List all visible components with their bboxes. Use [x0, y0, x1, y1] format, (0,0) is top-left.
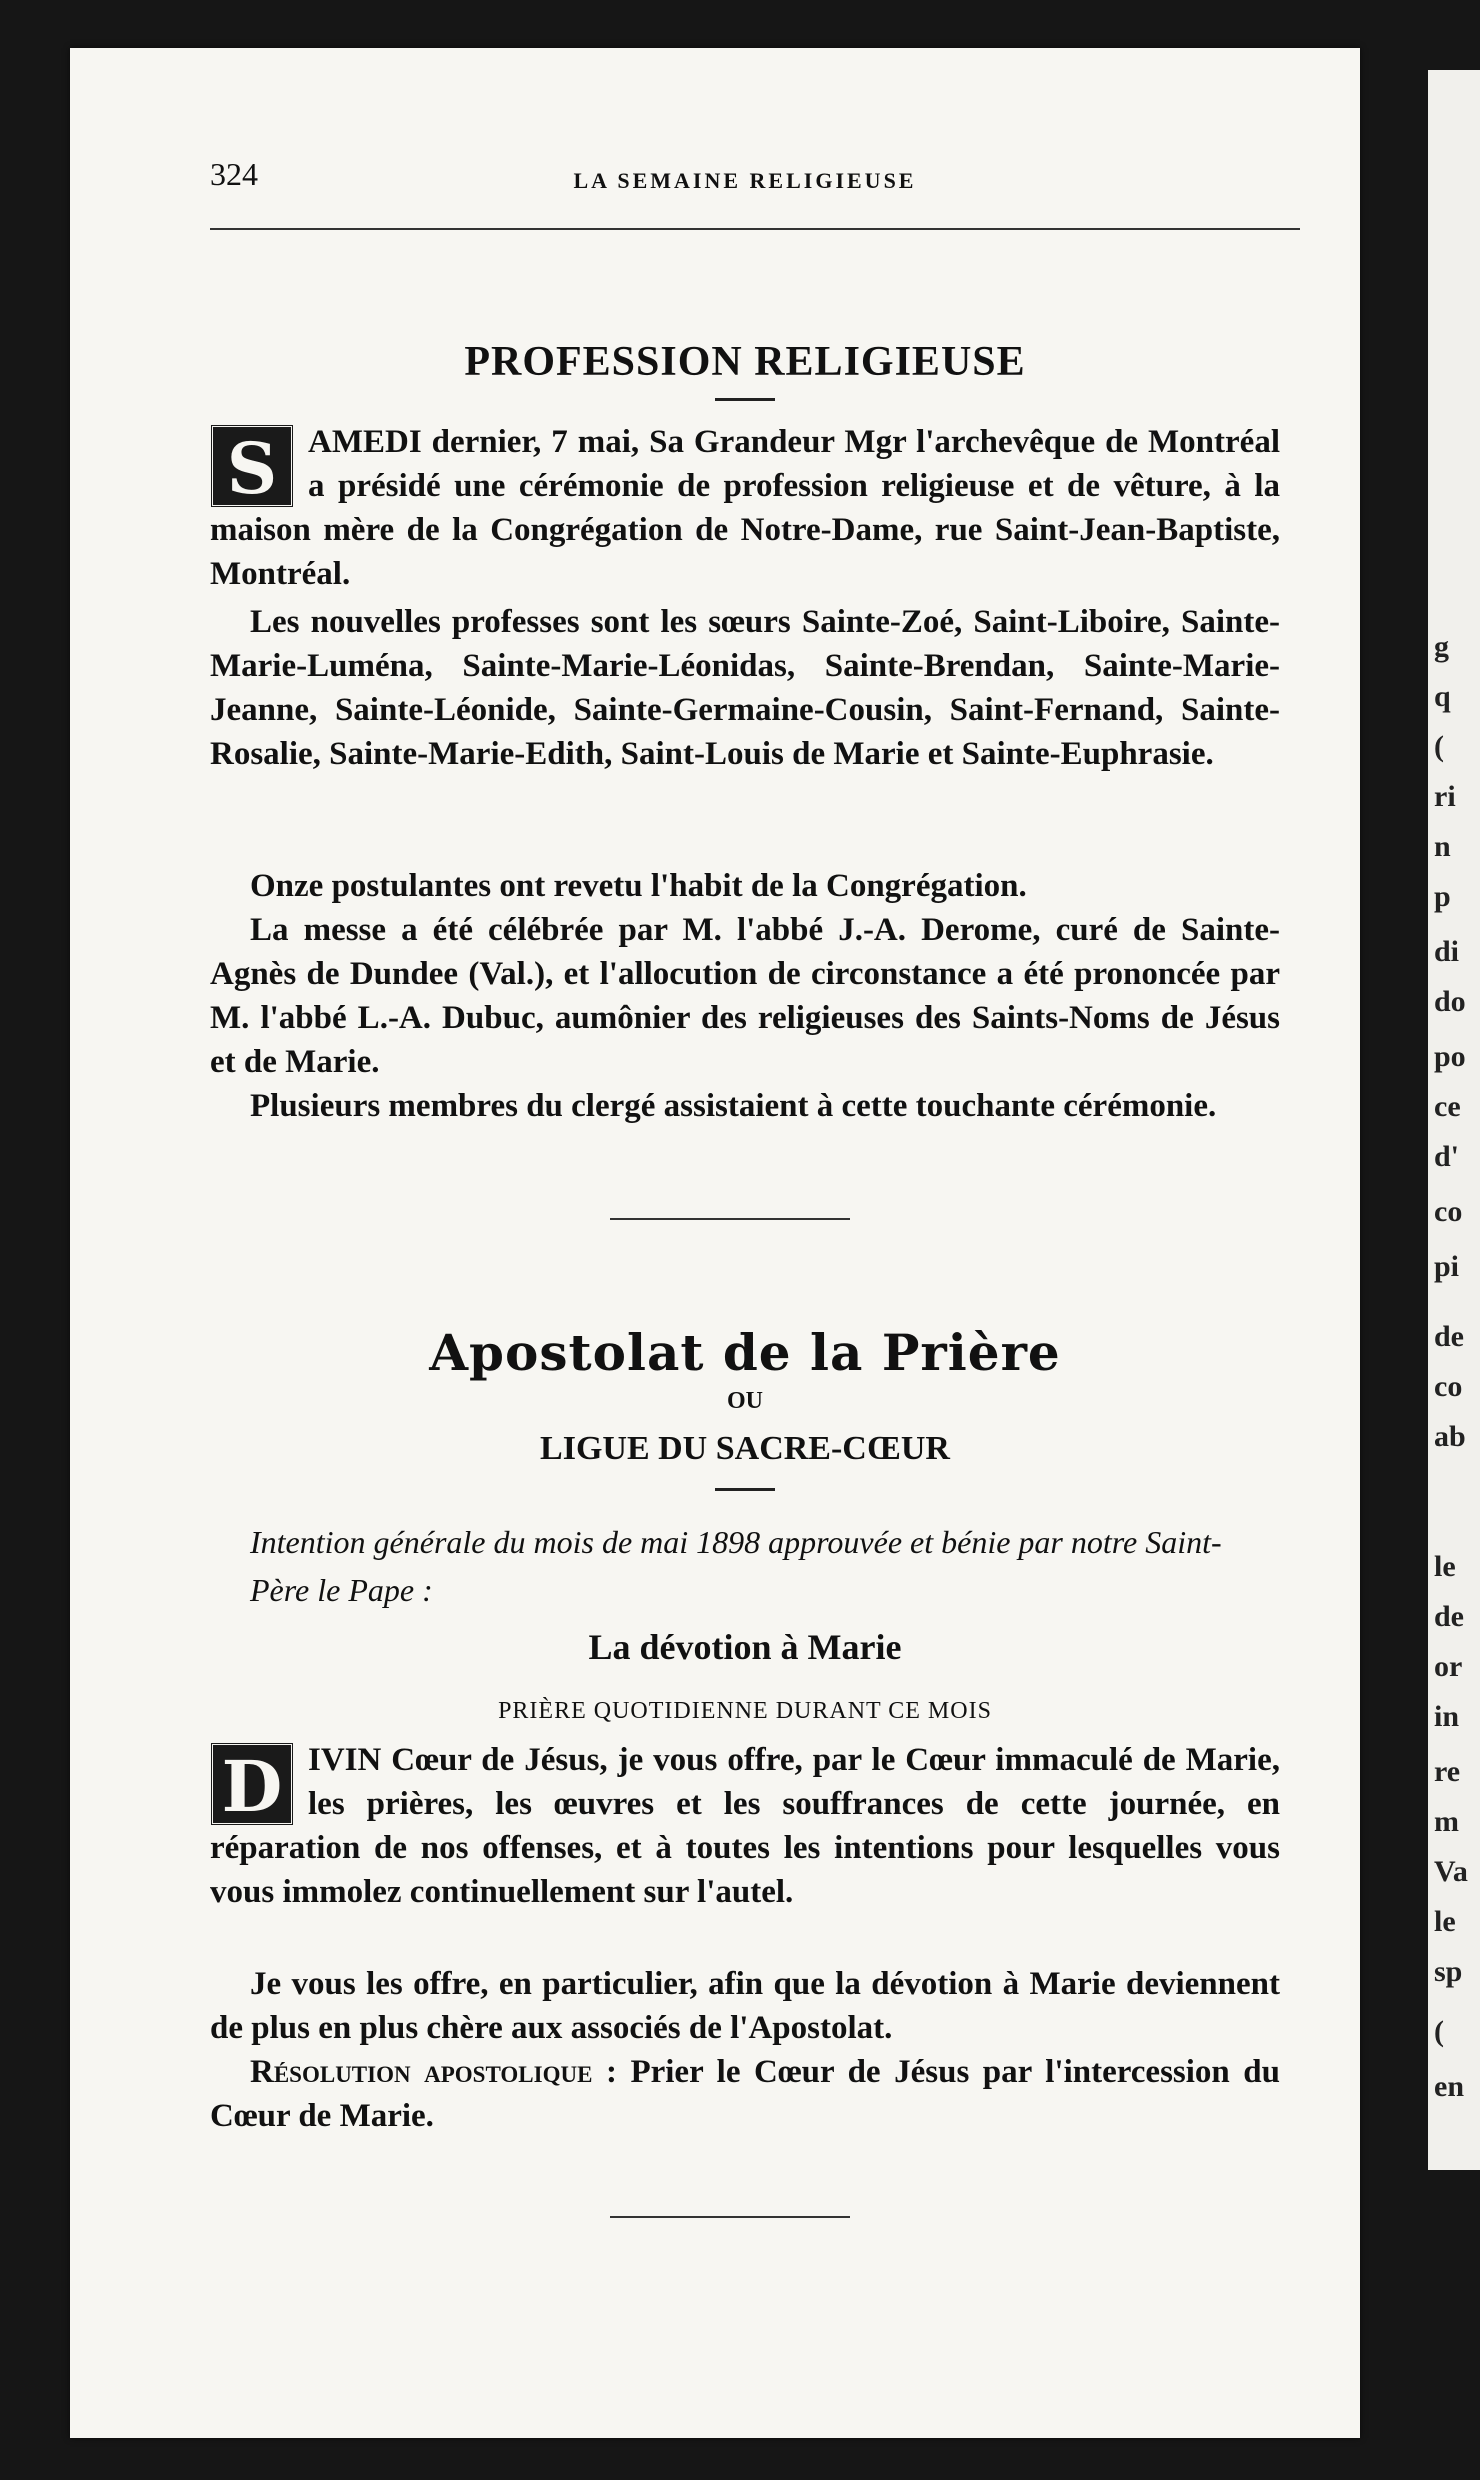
profession-paragraph-5: Plusieurs membres du clergé assistaient à cette touchante cérémonie. — [250, 1088, 1217, 1124]
ligue-subtitle: LIGUE DU SACRE-CŒUR — [540, 1430, 950, 1467]
edge-fragment: do — [1434, 985, 1466, 1018]
edge-fragment: di — [1434, 935, 1460, 968]
priere-label: PRIÈRE QUOTIDIENNE DURANT CE MOIS — [498, 1698, 992, 1724]
end-separator — [610, 2216, 850, 2218]
edge-fragment: sp — [1434, 1955, 1463, 1988]
edge-fragment: ( — [1434, 730, 1444, 763]
drop-cap-d: D — [210, 1742, 294, 1826]
edge-fragment: en — [1434, 2070, 1464, 2103]
drop-cap-s: S — [210, 424, 294, 508]
section-separator — [610, 1218, 850, 1220]
edge-fragment: g — [1434, 630, 1449, 663]
page-header — [210, 156, 1280, 196]
edge-fragment: Va — [1434, 1855, 1468, 1888]
priere-text-1: IVIN Cœur de Jésus, je vous offre, par le Cœur immaculé de Marie, les prières, les œuvres et les souffrances de cette journée, en réparation de nos offenses, et à toutes les intentions pour lesquelles vous vous immolez continuellement sur l'autel. — [210, 1742, 1280, 1910]
document-page — [70, 48, 1360, 2438]
edge-fragment: pi — [1434, 1250, 1460, 1283]
profession-paragraph-4: La messe a été célébrée par M. l'abbé J.-A. Derome, curé de Sainte-Agnès de Dundee (Val.), et l'allocution de circonstance a été prononcée par M. l'abbé L.-A. Dubuc, aumônier des religieuses des Saints-Noms de Jésus et de Marie. — [210, 912, 1280, 1080]
priere-paragraph-1 — [210, 1738, 1280, 1914]
profession-paragraph-2: Les nouvelles professes sont les sœurs Sainte-Zoé, Saint-Liboire, Sainte-Marie-Luména, Sainte-Marie-Léonidas, Sainte-Brendan, Sainte-Marie-Jeanne, Sainte-Léonide, Sainte-Germaine-Cousin, Saint-Fernand, Sainte-Rosalie, Sainte-Marie-Edith, Saint-Louis de Marie et Sainte-Euphrasie. — [210, 604, 1280, 772]
priere-paragraph-2: Je vous les offre, en particulier, afin que la dévotion à Marie deviennent de plus en plus chère aux associés de l'Apostolat. — [210, 1966, 1280, 2046]
edge-fragment: le — [1434, 1905, 1456, 1938]
header-rule — [210, 228, 1300, 230]
edge-fragment: ( — [1434, 2015, 1444, 2048]
edge-fragment: or — [1434, 1650, 1463, 1683]
section-title-profession: PROFESSION RELIGIEUSE — [464, 339, 1026, 385]
profession-paragraph-3: Onze postulantes ont revetu l'habit de la Congrégation. — [250, 868, 1027, 904]
intention-text: Intention générale du mois de mai 1898 approuvée et bénie par notre Saint-Père le Pape : — [250, 1524, 1222, 1608]
edge-fragment: ri — [1434, 780, 1456, 813]
subtitle-divider — [715, 1488, 775, 1491]
running-title: LA SEMAINE RELIGIEUSE — [573, 168, 917, 193]
ou-label: OU — [727, 1388, 763, 1414]
edge-fragment: co — [1434, 1370, 1463, 1403]
profession-text-1: AMEDI dernier, 7 mai, Sa Grandeur Mgr l'archevêque de Montréal a présidé une cérémonie de profession religieuse et de vêture, à la maison mère de la Congrégation de Notre-Dame, rue Saint-Jean-Baptiste, Montréal. — [210, 424, 1280, 592]
resolution-label: Résolution apostolique — [250, 2054, 593, 2090]
edge-fragment: ce — [1434, 1090, 1461, 1123]
edge-fragment: co — [1434, 1195, 1463, 1228]
adjacent-page-edge — [1428, 70, 1480, 2170]
devotion-heading: La dévotion à Marie — [588, 1627, 902, 1667]
resolution-paragraph — [210, 2050, 1280, 2138]
edge-fragment: de — [1434, 1600, 1464, 1633]
edge-fragment: q — [1434, 680, 1451, 713]
edge-fragment: in — [1434, 1700, 1460, 1733]
profession-paragraph-1 — [210, 420, 1280, 596]
title-divider — [715, 398, 775, 401]
edge-fragment: ab — [1434, 1420, 1466, 1453]
edge-fragment: p — [1434, 880, 1451, 913]
edge-fragment: de — [1434, 1320, 1464, 1353]
edge-fragment: n — [1434, 830, 1451, 863]
edge-fragment: d' — [1434, 1140, 1460, 1173]
edge-fragment: m — [1434, 1805, 1459, 1838]
page-number: 324 — [210, 156, 258, 192]
edge-fragment: po — [1434, 1040, 1466, 1073]
section-title-apostolat: Apostolat de la Prière — [429, 1323, 1061, 1382]
edge-fragment: re — [1434, 1755, 1461, 1788]
edge-fragment: le — [1434, 1550, 1456, 1583]
resolution-text: : Prier le Cœur de Jésus par l'intercession du Cœur de Marie. — [210, 2054, 1281, 2134]
